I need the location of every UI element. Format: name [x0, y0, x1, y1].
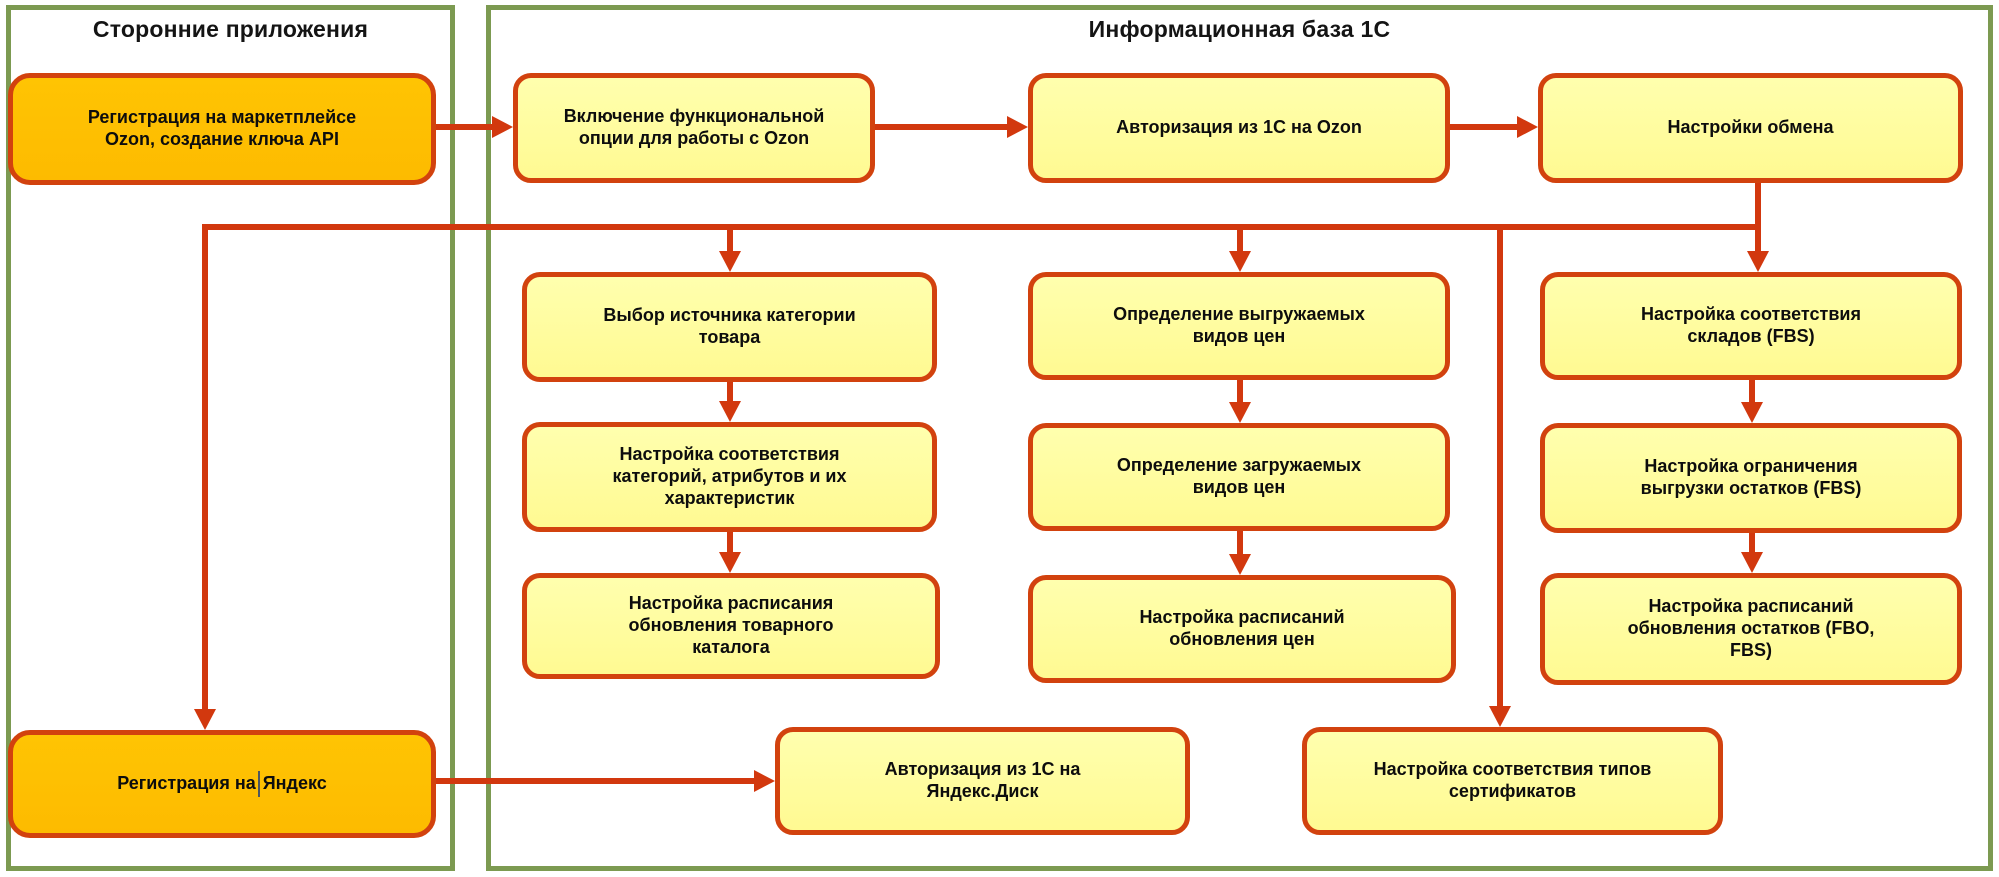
node-auth-ozon-label: Авторизация из 1С на Ozon	[1116, 117, 1362, 138]
connector-regozon-funcoption-arrowhead	[492, 116, 513, 138]
connector-stocklimit-stockschedule-arrowhead	[1741, 552, 1763, 573]
connector-bus-yandex-arrowhead	[194, 709, 216, 730]
connector-bus-exportprices-shaft	[1237, 228, 1243, 253]
node-catalog-update-schedule	[522, 573, 940, 679]
connector-warehouse-stocklimit-shaft	[1749, 378, 1755, 404]
node-stock-export-limit-label: Настройка ограничения выгрузки остатков (FBS)	[1640, 456, 1862, 498]
connector-exportprices-importprices-shaft	[1237, 378, 1243, 404]
node-registration-yandex	[8, 730, 436, 838]
section-title-1c-infobase: Информационная база 1С	[1088, 16, 1391, 42]
node-exchange-settings-label: Настройки обмена	[1667, 117, 1834, 138]
node-certificate-type-matching-label: Настройка соответствия типов сертификатов	[1373, 759, 1652, 801]
node-export-price-types	[1028, 272, 1450, 380]
node-warehouse-matching-label: Настройка соответствия складов (FBS)	[1641, 304, 1861, 346]
connector-stocklimit-stockschedule-shaft	[1749, 531, 1755, 554]
connector-importprices-priceschedule-arrowhead	[1229, 554, 1251, 575]
connector-bus-certmatching-shaft	[1497, 228, 1503, 708]
connector-bus-line	[202, 224, 1761, 230]
node-functional-option	[513, 73, 875, 183]
node-export-price-types-label: Определение выгружаемых видов цен	[1113, 304, 1365, 346]
node-registration-ozon	[8, 73, 436, 185]
node-stock-update-schedule-label: Настройка расписаний обновления остатков (FBO, FBS)	[1627, 596, 1875, 660]
connector-categorymatching-catalogschedule-arrowhead	[719, 552, 741, 573]
node-catalog-update-schedule-label: Настройка расписания обновления товарного каталога	[628, 593, 834, 657]
node-import-price-types	[1028, 423, 1450, 531]
node-registration-yandex-label-left: Регистрация на	[117, 772, 256, 793]
node-auth-ozon	[1028, 73, 1450, 183]
text-cursor	[258, 771, 260, 797]
node-auth-yandex-disk	[775, 727, 1190, 835]
node-category-matching-label: Настройка соответствия категорий, атрибутов и их характеристик	[612, 444, 847, 508]
connector-exchange-drop-shaft	[1755, 183, 1761, 253]
connector-importprices-priceschedule-shaft	[1237, 529, 1243, 556]
connector-exchange-warehouse-arrowhead	[1747, 251, 1769, 272]
connector-warehouse-stocklimit-arrowhead	[1741, 402, 1763, 423]
node-auth-yandex-disk-label: Авторизация из 1С на Яндекс.Диск	[884, 759, 1081, 801]
connector-bus-exportprices-arrowhead	[1229, 251, 1251, 272]
connector-regyandex-authyandex-shaft	[436, 778, 756, 784]
node-import-price-types-label: Определение загружаемых видов цен	[1116, 455, 1362, 497]
section-title-external-apps: Сторонние приложения	[92, 16, 369, 42]
node-category-source	[522, 272, 937, 382]
connector-categorymatching-catalogschedule-shaft	[727, 530, 733, 553]
node-exchange-settings	[1538, 73, 1963, 183]
node-registration-yandex-label	[117, 771, 327, 797]
connector-funcoption-authozon-shaft	[875, 124, 1009, 130]
connector-funcoption-authozon-arrowhead	[1007, 116, 1028, 138]
node-functional-option-label: Включение функциональной опции для работы с Ozon	[563, 106, 825, 148]
connector-categorysource-categorymatching-arrowhead	[719, 401, 741, 422]
connector-bus-categorysource-arrowhead	[719, 251, 741, 272]
connector-bus-categorysource-shaft	[727, 228, 733, 253]
node-category-source-label: Выбор источника категории товара	[603, 305, 856, 347]
connector-regozon-funcoption-shaft	[436, 124, 494, 130]
connector-bus-certmatching-arrowhead	[1489, 706, 1511, 727]
node-price-update-schedule-label: Настройка расписаний обновления цен	[1139, 607, 1345, 649]
node-registration-ozon-label: Регистрация на маркетплейсе Ozon, создание ключа API	[87, 107, 357, 149]
connector-regyandex-authyandex-arrowhead	[754, 770, 775, 792]
node-registration-yandex-label-right: Яндекс	[262, 772, 327, 793]
connector-authozon-exchange-arrowhead	[1517, 116, 1538, 138]
connector-exportprices-importprices-arrowhead	[1229, 402, 1251, 423]
node-stock-export-limit	[1540, 423, 1962, 533]
node-category-matching	[522, 422, 937, 532]
node-stock-update-schedule	[1540, 573, 1962, 685]
node-price-update-schedule	[1028, 575, 1456, 683]
connector-authozon-exchange-shaft	[1450, 124, 1519, 130]
connector-categorysource-categorymatching-shaft	[727, 380, 733, 403]
connector-bus-yandex-shaft	[202, 224, 208, 711]
node-certificate-type-matching	[1302, 727, 1723, 835]
node-warehouse-matching	[1540, 272, 1962, 380]
